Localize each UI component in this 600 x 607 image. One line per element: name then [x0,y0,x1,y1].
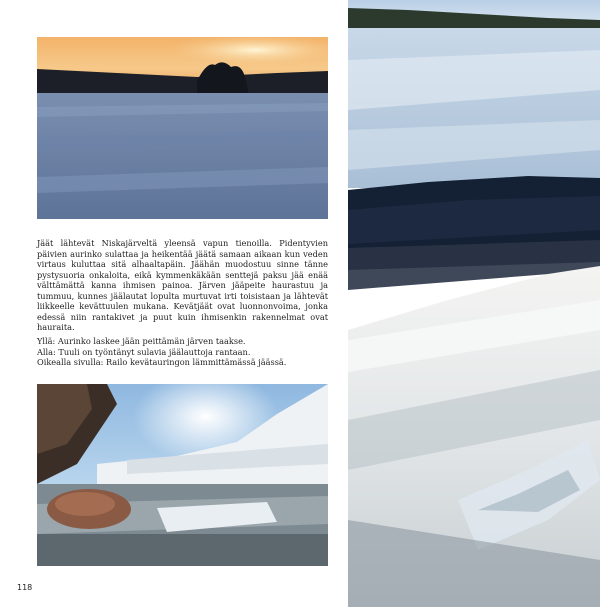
article-body-text: Jäät lähtevät Niskajärveltä yleensä vapun tienoilla. Pidentyvien päivien aurinko sulattaa ja heikentää jäätä samaan aikaan kun veden virtaus kuluttaa sitä alhaaltapäin. Jäähän muodostuu sinne tänne pystysuoria onkaloita, eikä kymmenkäkään senttejä paksu jää enää välttämättä kanna ihmisen painoa. Järven jääpeite haurastuu ja tummuu, kunnes jäälautat lopulta murtuvat irti toisistaan ja lähtevät liikkeelle kevättuulen mukana. Kevätjäät ovat luonnonvoima, jonka edessä niin rantakivet ja puut kuin ihmisenkin rakennelmat ovat hauraita. [37,238,328,332]
photo-captions [37,336,328,368]
photo-sunset-frozen-lake [37,37,328,219]
caption-above: Yllä: Aurinko laskee jään peittämän järven taakse. [37,336,246,346]
caption-below: Alla: Tuuli on työntänyt sulavia jäälauttoja rantaan. [37,346,251,357]
photo-ice-floes-shore [37,384,328,566]
page-number: 118 [17,583,33,592]
caption-right-page: Oikealla sivulla: Railo kevätauringon lämmittämässä jäässä. [37,357,287,367]
photo-ice-crack-right-page [348,0,600,607]
